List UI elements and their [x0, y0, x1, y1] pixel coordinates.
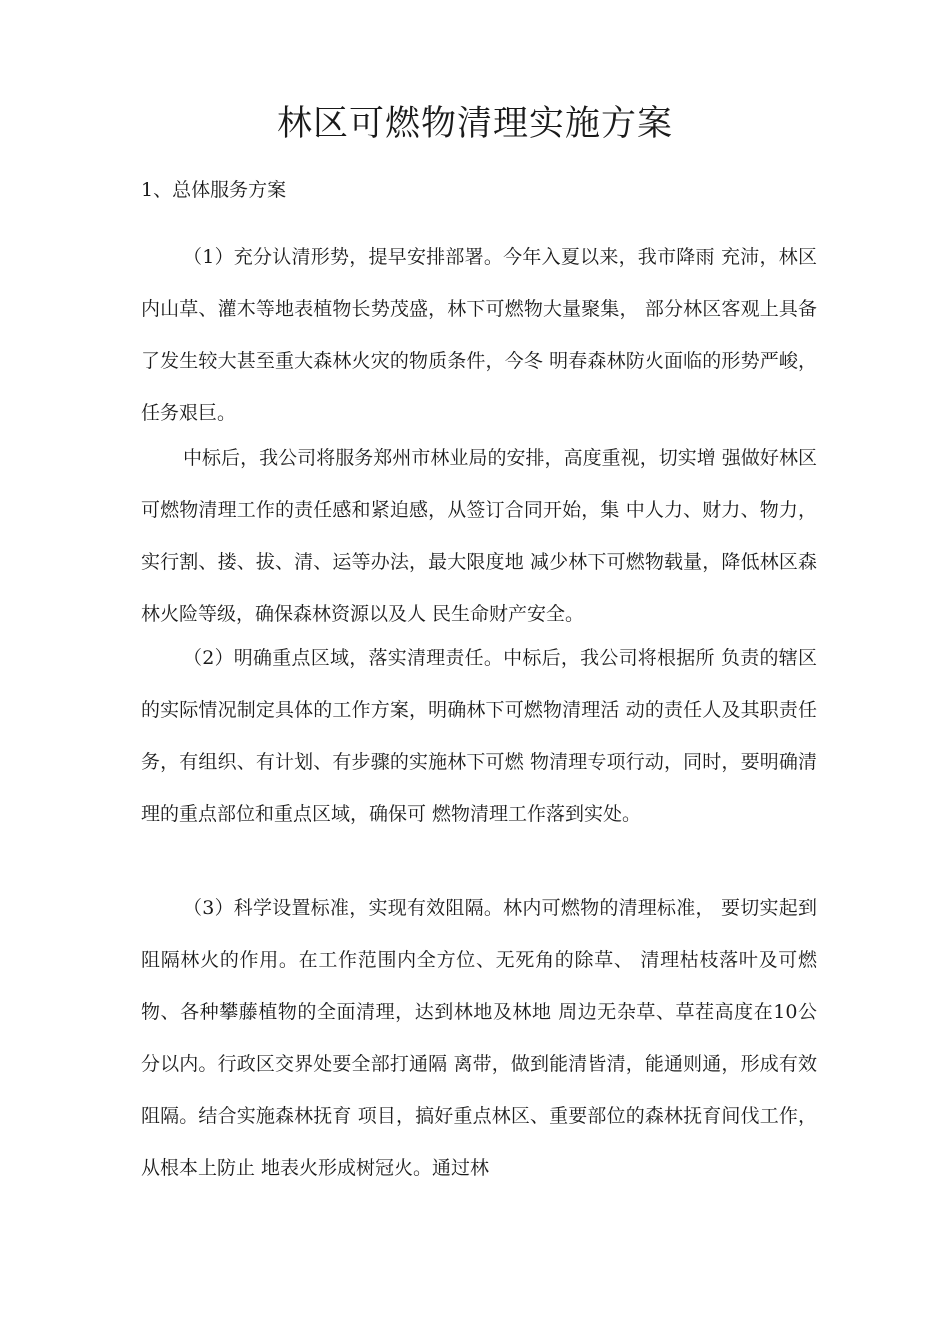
paragraph-1: （1）充分认清形势，提早安排部署。今年入夏以来，我市降雨 充沛，林区内山草、灌木等地表植物长势茂盛，林下可燃物大量聚集， 部分林区客观上具备了发生较大甚至重大森林火灾的物质条件，今冬 明春森林防火面临的形势严峻，任务艰巨。 [141, 246, 817, 424]
document-title: 林区可燃物清理实施方案 [276, 104, 673, 144]
paragraph-4: （3）科学设置标准，实现有效阻隔。林内可燃物的清理标准， 要切实起到阻隔林火的作用。在工作范围内全方位、无死角的除草、 清理枯枝落叶及可燃物、各种攀藤植物的全面清理，达到林地及林地 周边无杂草、草茬高度在10公分以内。行政区交界处要全部打通隔 离带，做到能清皆清，能通则通，形成有效阻隔。结合实施森林抚育 项目，搞好重点林区、重要部位的森林抚育间伐工作，从根本上防止 地表火形成树冠火。通过林 [141, 897, 817, 1179]
paragraph-2: 中标后，我公司将服务郑州市林业局的安排，高度重视，切实增 强做好林区可燃物清理工作的责任感和紧迫感，从签订合同开始，集 中人力、财力、物力，实行割、搂、拔、清、运等办法，最大限度地 减少林下可燃物载量，降低林区森林火险等级，确保森林资源以及人 民生命财产安全。 [141, 447, 817, 625]
section-heading: 1、总体服务方案 [141, 179, 287, 201]
paragraph-3: （2）明确重点区域，落实清理责任。中标后，我公司将根据所 负责的辖区的实际情况制定具体的工作方案，明确林下可燃物清理活 动的责任人及其职责任务，有组织、有计划、有步骤的实施林下可燃 物清理专项行动，同时，要明确清理的重点部位和重点区域，确保可 燃物清理工作落到实处。 [141, 647, 817, 825]
